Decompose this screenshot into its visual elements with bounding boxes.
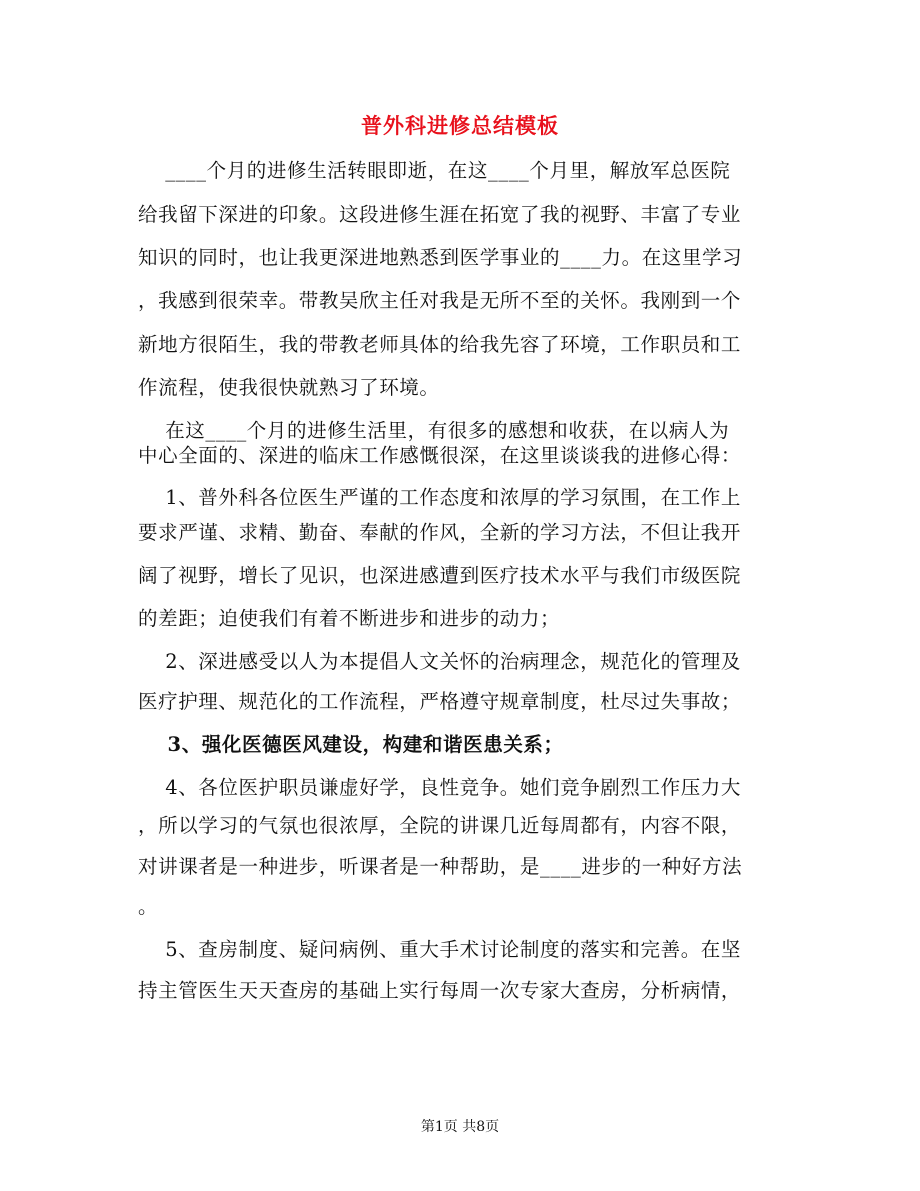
paragraph-line: 的差距；迫使我们有着不断进步和进步的动力； xyxy=(138,607,561,630)
paragraph-line: 1、普外科各位医生严谨的工作态度和浓厚的学习氛围，在工作上 xyxy=(138,486,742,509)
paragraph-line: 4、各位医护职员谦虚好学，良性竞争。她们竞争剧烈工作压力大 xyxy=(138,776,742,799)
paragraph-line: 。 xyxy=(138,895,159,918)
paragraph-line: 要求严谨、求精、勤奋、奉献的作风，全新的学习方法，不但让我开 xyxy=(138,521,742,544)
paragraph-line: ____个月的进修生活转眼即逝，在这____个月里，解放军总医院 xyxy=(138,159,731,182)
paragraph-line: 持主管医生天天查房的基础上实行每周一次专家大查房，分析病情， xyxy=(138,979,742,1002)
paragraph-line: 在这____个月的进修生活里，有很多的感想和收获，在以病人为 xyxy=(138,419,730,442)
page-title: 普外科进修总结模板 xyxy=(361,113,559,138)
paragraph-line: 阔了视野，增长了见识，也深进感遭到医疗技术水平与我们市级医院 xyxy=(138,564,742,587)
paragraph-line: 给我留下深进的印象。这段进修生涯在拓宽了我的视野、丰富了专业 xyxy=(138,203,742,226)
paragraph-line: 5、查房制度、疑问病例、重大手术讨论制度的落实和完善。在坚 xyxy=(138,938,742,961)
paragraph-line: 医疗护理、规范化的工作流程，严格遵守规章制度，杜尽过失事故； xyxy=(138,690,742,713)
page-number-footer: 第1页 共8页 xyxy=(420,1119,500,1135)
paragraph-line: 新地方很陌生，我的带教老师具体的给我先容了环境，工作职员和工 xyxy=(138,333,742,356)
paragraph-line: 3、强化医德医风建设，构建和谐医患关系； xyxy=(138,733,564,756)
paragraph-line: 2、深进感受以人为本提倡人文关怀的治病理念，规范化的管理及 xyxy=(138,650,742,673)
paragraph-line: 知识的同时，也让我更深进地熟悉到医学事业的____力。在这里学习 xyxy=(138,246,743,269)
paragraph-line: ，我感到很荣幸。带教吴欣主任对我是无所不至的关怀。我刚到一个 xyxy=(138,289,742,312)
paragraph-line: 对讲课者是一种进步，听课者是一种帮助，是____进步的一种好方法 xyxy=(138,855,743,878)
paragraph-line: ，所以学习的气氛也很浓厚，全院的讲课几近每周都有，内容不限， xyxy=(138,814,742,837)
paragraph-line: 中心全面的、深进的临床工作感慨很深，在这里谈谈我的进修心得： xyxy=(138,444,742,467)
paragraph-line: 作流程，使我很快就熟习了环境。 xyxy=(138,376,440,399)
